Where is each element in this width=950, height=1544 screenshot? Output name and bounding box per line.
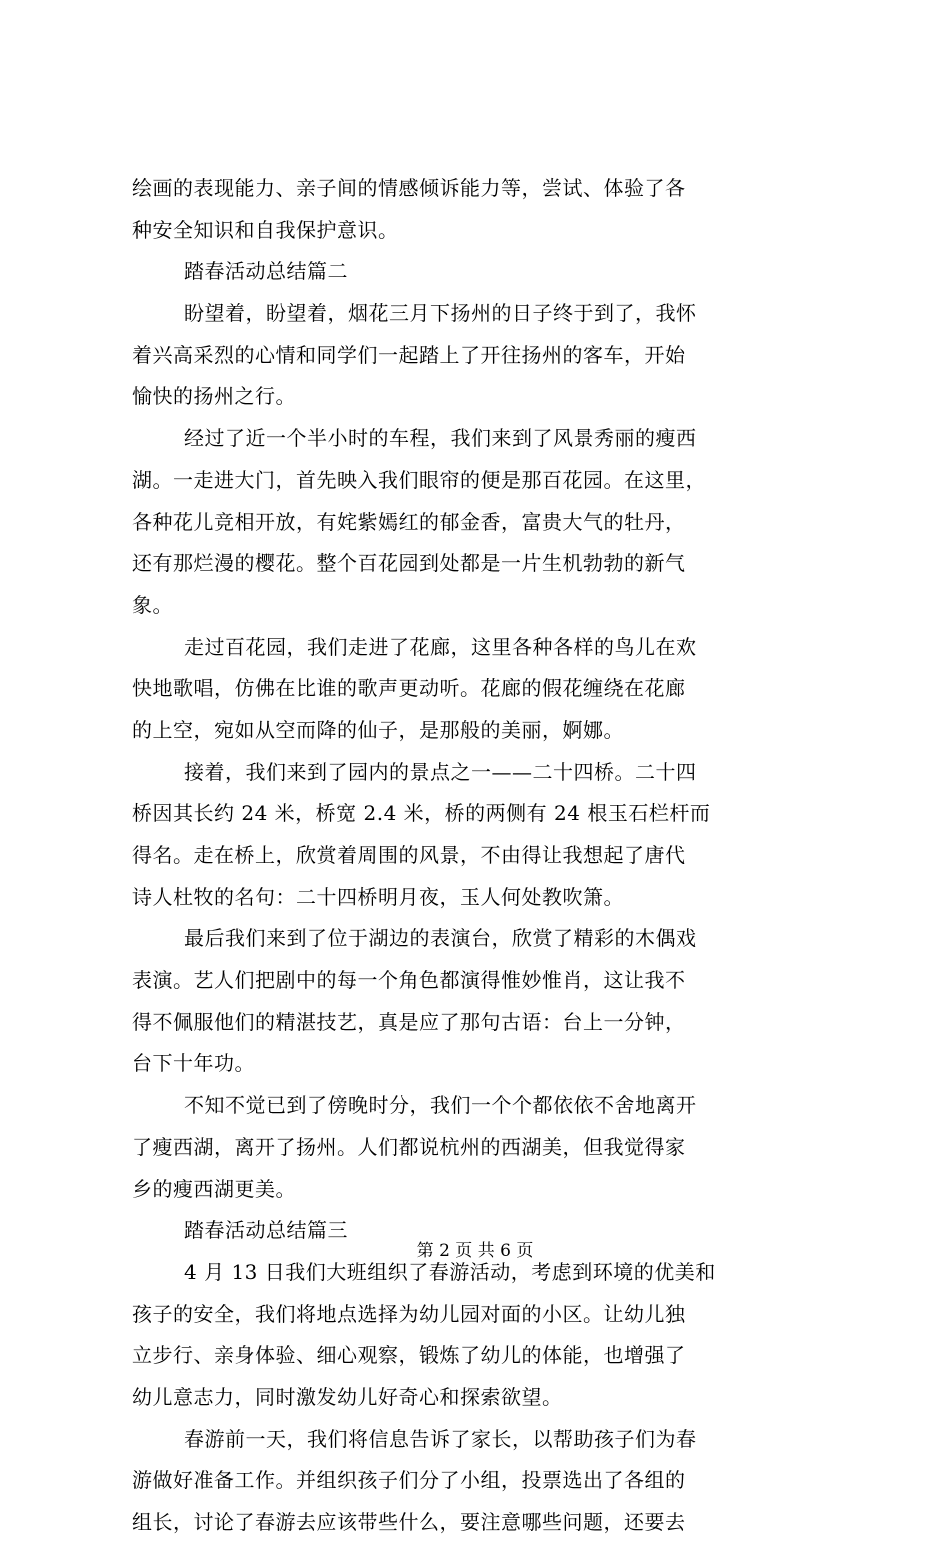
text-line: 绘画的表现能力、亲子间的情感倾诉能力等，尝试、体验了各 [132,176,686,200]
text-line: 的上空，宛如从空而降的仙子，是那般的美丽，婀娜。 [132,717,624,742]
text-line: 着兴高采烈的心情和同学们一起踏上了开往扬州的客车，开始 [132,342,686,367]
text-line: 立步行、亲身体验、细心观察，锻炼了幼儿的体能，也增强了 [132,1343,686,1368]
text-line: 愉快的扬州之行。 [132,384,296,409]
text-line: 春游前一天，我们将信息告诉了家长，以帮助孩子们为春 [184,1426,697,1451]
text-line: 湖。一走进大门，首先映入我们眼帘的便是那百花园。在这里， [132,467,706,492]
text-line: 还有那烂漫的樱花。整个百花园到处都是一片生机勃勃的新气 [132,551,686,576]
text-line: 最后我们来到了位于湖边的表演台，欣赏了精彩的木偶戏 [184,926,697,951]
text-line: 得名。走在桥上，欣赏着周围的风景，不由得让我想起了唐代 [132,843,686,867]
text-line: 诗人杜牧的名句：二十四桥明月夜，玉人何处教吹箫。 [132,884,624,909]
text-line: 走过百花园，我们走进了花廊，这里各种各样的鸟儿在欢 [184,634,697,659]
text-line: 组长，讨论了春游去应该带些什么，要注意哪些问题，还要去 [132,1510,686,1534]
page-footer: 第 2 页 共 6 页 [416,1241,534,1261]
text-line: 盼望着，盼望着，烟花三月下扬州的日子终于到了，我怀 [184,301,697,326]
document-body [132,168,832,1544]
text-line: 经过了近一个半小时的车程，我们来到了风景秀丽的瘦西 [184,426,697,451]
text-line: 得不佩服他们的精湛技艺，真是应了那句古语：台上一分钟， [132,1009,686,1034]
text-line: 幼儿意志力，同时激发幼儿好奇心和探索欲望。 [132,1384,563,1409]
text-line: 接着，我们来到了园内的景点之一——二十四桥。二十四 [184,759,697,784]
text-line: 表演。艺人们把剧中的每一个角色都演得惟妙惟肖，这让我不 [132,968,686,993]
text-line: 踏春活动总结篇二 [184,259,348,284]
text-line: 乡的瘦西湖更美。 [132,1176,296,1201]
text-line: 不知不觉已到了傍晚时分，我们一个个都依依不舍地离开 [184,1093,697,1118]
text-line: 种安全知识和自我保护意识。 [132,217,399,242]
text-line: 桥因其长约 24 米，桥宽 2.4 米，桥的两侧有 24 根玉石栏杆而 [132,801,711,826]
text-line: 各种花儿竞相开放，有姹紫嫣红的郁金香，富贵大气的牡丹， [132,509,686,534]
text-line: 象。 [132,592,173,617]
text-line: 踏春活动总结篇三 [184,1218,348,1243]
text-line: 台下十年功。 [132,1051,255,1076]
text-line: 4 月 13 日我们大班组织了春游活动，考虑到环境的优美和 [184,1259,716,1284]
text-line: 游做好准备工作。并组织孩子们分了小组，投票选出了各组的 [132,1468,686,1493]
text-line: 孩子的安全，我们将地点选择为幼儿园对面的小区。让幼儿独 [132,1301,686,1326]
text-line: 快地歌唱，仿佛在比谁的歌声更动听。花廊的假花缠绕在花廊 [132,676,686,701]
text-line: 了瘦西湖，离开了扬州。人们都说杭州的西湖美，但我觉得家 [132,1134,686,1159]
